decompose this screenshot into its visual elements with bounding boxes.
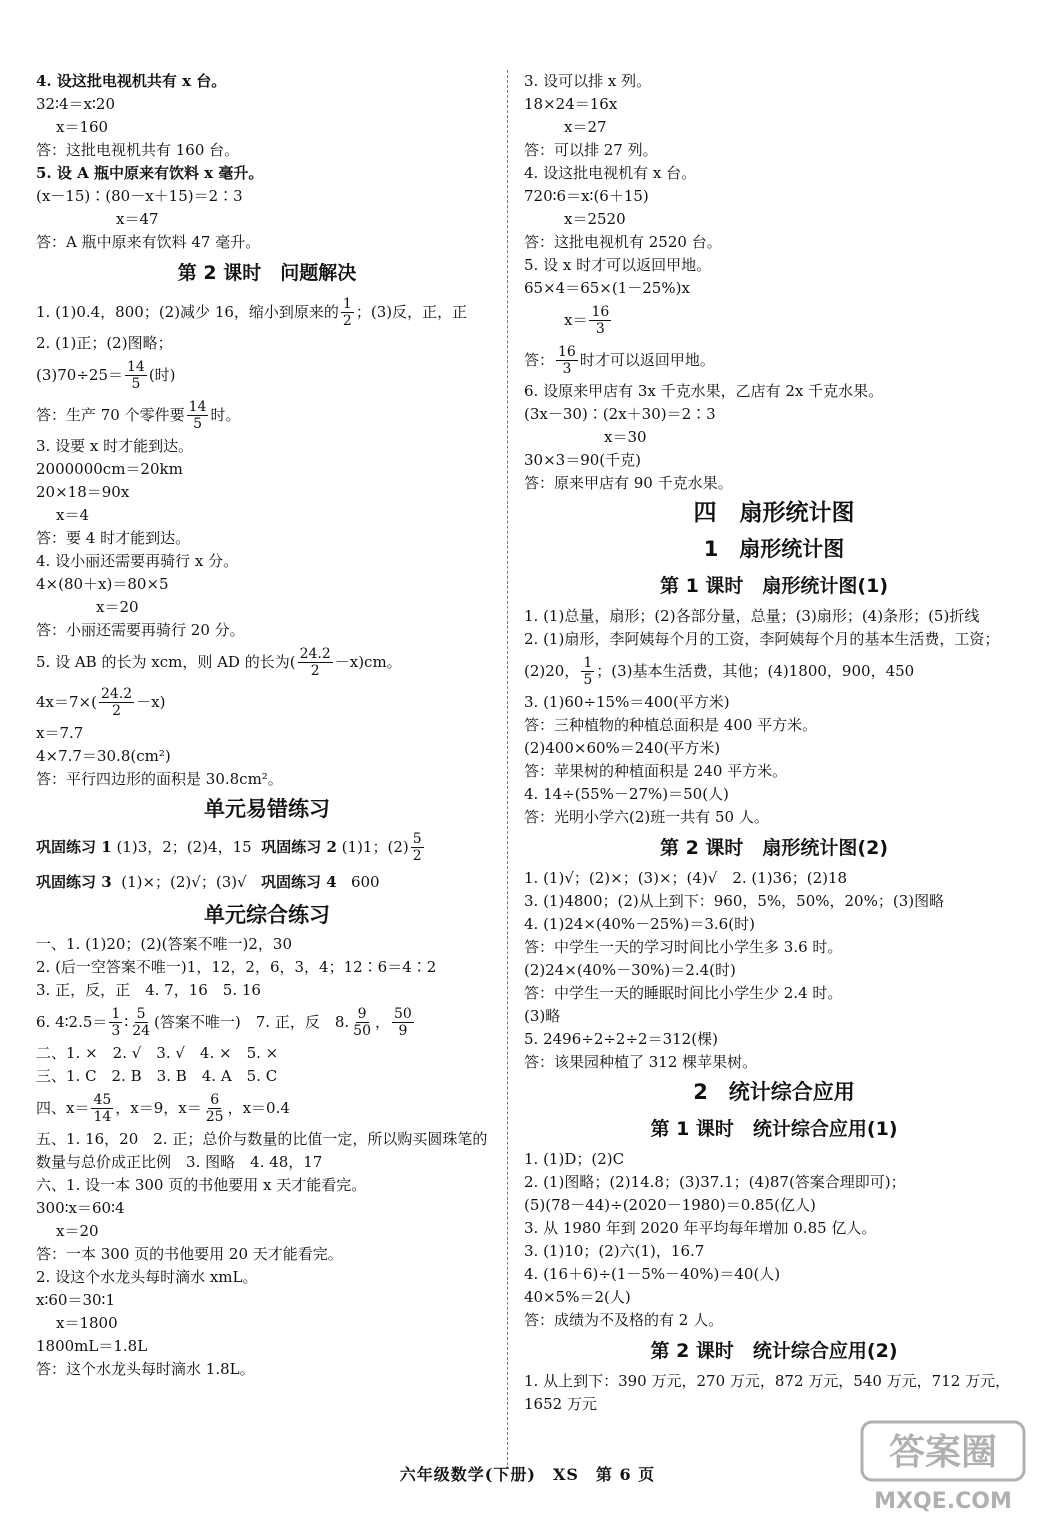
text-fragment: (1)1；(2): [341, 838, 409, 856]
text-line: 1. (1)总量，扇形；(2)各部分量，总量；(3)扇形；(4)条形；(5)折线: [524, 607, 980, 625]
answer-line: 答：这批电视机有 2520 台。: [524, 233, 722, 251]
text-fragment: 5. 设 AB 的长为 xcm，则 AD 的长为(: [36, 653, 296, 671]
fraction: [341, 296, 354, 329]
answer-line: 答：原来甲店有 90 千克水果。: [524, 474, 733, 492]
text-line: 2. (1)扇形，李阿姨每个月的工资，李阿姨每个月的基本生活费，工资；: [524, 630, 1000, 648]
answer-line: 答：这个水龙头每时滴水 1.8L。: [36, 1360, 255, 1378]
text-line: 5. 设 x 时才可以返回甲地。: [524, 256, 712, 274]
fraction: [298, 646, 333, 679]
text-line: 二、1. × 2. √ 3. √ 4. × 5. ×: [36, 1044, 279, 1062]
text-line: [36, 1088, 498, 1128]
fraction-numerator: 50: [394, 1005, 412, 1022]
answer-line: [524, 340, 1024, 380]
chapter-heading: 四 扇形统计图: [693, 500, 855, 526]
fraction: [204, 1092, 226, 1125]
fraction: [411, 831, 424, 864]
text-line: 1. (1)D；(2)C: [524, 1150, 625, 1168]
equation-line: x＝7.7: [36, 724, 84, 742]
column-divider: [507, 70, 508, 1465]
text-fragment: ，x＝9，x＝: [115, 1099, 202, 1117]
text-line: 六、1. 设一本 300 页的书他要用 x 天才能看完。: [36, 1176, 367, 1194]
text-fragment: －x)cm。: [334, 653, 402, 671]
text-line: [36, 292, 498, 332]
fraction-numerator: 6: [210, 1091, 220, 1108]
answer-line: 3. 从 1980 年到 2020 年平均每年增加 0.85 亿人。: [524, 1219, 877, 1237]
text-line: [36, 642, 498, 682]
equation-line: 300∶x＝60∶4: [36, 1199, 125, 1217]
fraction: [99, 686, 134, 719]
fraction-denominator: 2: [310, 662, 320, 679]
answer-line: [36, 395, 498, 435]
equation-line: 4×(80＋x)＝80×5: [36, 575, 169, 593]
fraction-denominator: 3: [111, 1022, 121, 1039]
text-line: 3. 正，反，正 4. 7，16 5. 16: [36, 981, 261, 999]
lesson-heading: 第 1 课时 统计综合应用(1): [650, 1118, 898, 1140]
right-column: [524, 70, 1024, 1416]
text-fragment: 4x＝7×(: [36, 693, 97, 711]
answer-line: 答：平行四边形的面积是 30.8cm²。: [36, 770, 283, 788]
lesson-heading: 第 2 课时 扇形统计图(2): [659, 837, 889, 859]
equation-line: x∶60＝30∶1: [36, 1291, 115, 1309]
fraction-denominator: 2: [342, 312, 352, 329]
answer-line: 答：三种植物的种植总面积是 400 平方米。: [524, 716, 818, 734]
text-fragment: (2)20，: [524, 662, 580, 680]
text-line: 2. 设这个水龙头每时滴水 xmL。: [36, 1268, 258, 1286]
text-fragment: 600: [350, 873, 380, 891]
fraction-numerator: 45: [93, 1091, 112, 1108]
text-line: 数量与总价成正比例 3. 图略 4. 48，17: [36, 1153, 323, 1171]
answer-line: 答：该果园种植了 312 棵苹果树。: [524, 1053, 758, 1071]
text-fragment: ；(3)反，正，正: [355, 303, 468, 321]
text-line: 3. 设可以排 x 列。: [524, 72, 652, 90]
text-fragment: ∶: [124, 1013, 129, 1031]
fraction-denominator: 5: [131, 375, 141, 392]
equation-line: x＝160: [56, 118, 109, 136]
left-column: [36, 70, 498, 1381]
text-fragment: (时): [148, 366, 176, 384]
text-line: 4. 设这批电视机共有 x 台。: [36, 72, 227, 90]
equation-line: 30×3＝90(千克): [524, 451, 641, 469]
fraction-numerator: 1: [583, 654, 593, 671]
text-fragment: 四、x＝: [36, 1099, 90, 1117]
fraction: [589, 304, 611, 337]
equation-line: x＝20: [56, 1222, 99, 1240]
answer-line: 答：光明小学六(2)班一共有 50 人。: [524, 808, 769, 826]
answer-line: 答：A 瓶中原来有饮料 47 毫升。: [36, 233, 261, 251]
text-fragment: －x): [136, 693, 166, 711]
text-line: 3. 设要 x 时才能到达。: [36, 437, 194, 455]
watermark-bottom-text: MXQE.COM: [874, 1489, 1012, 1514]
answer-line: 答：成绩为不及格的有 2 人。: [524, 1311, 724, 1329]
equation-line: [36, 682, 498, 722]
text-fragment: (1)×；(2)√；(3)√: [121, 873, 247, 891]
text-fragment: ，: [374, 1013, 390, 1031]
lesson-heading: 第 2 课时 统计综合应用(2): [650, 1340, 898, 1362]
equation-line: x＝27: [564, 118, 607, 136]
text-line: 1652 万元: [524, 1395, 597, 1413]
fraction-numerator: 16: [558, 343, 576, 360]
text-fragment: 1. (1)0.4，800；(2)减少 16，缩小到原来的: [36, 303, 339, 321]
exercise-label: 巩固练习 3: [36, 873, 112, 891]
text-line: 2. (1)正；(2)图略；: [36, 334, 173, 352]
text-fragment: 时才可以返回甲地。: [579, 351, 715, 369]
text-fragment: 答：生产 70 个零件要: [36, 406, 185, 424]
equation-line: x＝30: [604, 428, 647, 446]
fraction-numerator: 1: [342, 295, 352, 312]
fraction-denominator: 14: [93, 1108, 112, 1125]
equation-line: 40×5%＝2(人): [524, 1288, 631, 1306]
equation-line: 18×24＝16x: [524, 95, 618, 113]
fraction: [187, 399, 209, 432]
text-line: 3. (1)4800；(2)从上到下：960，5%，50%，20%；(3)图略: [524, 892, 945, 910]
answer-line: 答：中学生一天的睡眠时间比小学生少 2.4 时。: [524, 984, 843, 1002]
answer-line: 答：一本 300 页的书他要用 20 天才能看完。: [36, 1245, 343, 1263]
equation-line: (2)400×60%＝240(平方米): [524, 739, 721, 757]
text-fragment: 6. 4∶2.5＝: [36, 1013, 108, 1031]
text-line: 4. 设这批电视机有 x 台。: [524, 164, 697, 182]
answer-line: 答：这批电视机共有 160 台。: [36, 141, 240, 159]
equation-line: 2000000cm＝20km: [36, 460, 183, 478]
fraction-numerator: 24.2: [299, 645, 331, 662]
equation-line: x＝47: [116, 210, 159, 228]
equation-line: 5. 2496÷2÷2÷2＝312(棵): [524, 1030, 718, 1048]
text-fragment: (答案不唯一) 7. 正，反 8.: [154, 1013, 350, 1031]
fraction-denominator: 2: [112, 702, 122, 719]
fraction-numerator: 16: [591, 303, 610, 320]
fraction: [109, 1006, 122, 1039]
equation-line: 4. (1)24×(40%－25%)＝3.6(时): [524, 915, 755, 933]
unit-heading: 2 统计综合应用: [693, 1080, 855, 1104]
fraction-denominator: 50: [353, 1022, 371, 1039]
equation-line: 32∶4＝x∶20: [36, 95, 115, 113]
exercise-label: 巩固练习 4: [260, 873, 337, 891]
fraction: [556, 344, 578, 377]
fraction: [125, 359, 147, 392]
text-line: 6. 设原来甲店有 3x 千克水果，乙店有 2x 千克水果。: [524, 382, 884, 400]
text-fragment: 时。: [210, 406, 241, 424]
fraction-denominator: 25: [205, 1108, 224, 1125]
fraction-numerator: 14: [188, 398, 207, 415]
text-line: (3)略: [524, 1007, 561, 1025]
fraction-numerator: 14: [127, 358, 145, 375]
text-line: 3. (1)10；(2)六(1)，16.7: [524, 1242, 705, 1260]
equation-line: (5)(78－44)÷(2020－1980)＝0.85(亿人): [524, 1196, 816, 1214]
fraction-denominator: 24: [132, 1022, 151, 1039]
text-fragment: ；(3)基本生活费，其他；(4)1800，900，450: [596, 662, 915, 680]
fraction-numerator: 9: [357, 1005, 367, 1022]
exercise-line: [36, 867, 498, 897]
text-fragment: 答：: [524, 351, 555, 369]
text-line: 1. (1)√；(2)×；(3)×；(4)√ 2. (1)36；(2)18: [524, 869, 848, 887]
text-line: 五、1. 16，20 2. 正；总价与数量的比值一定，所以购买圆珠笔的: [36, 1130, 488, 1148]
equation-line: (3x－30)∶(2x＋30)＝2∶3: [524, 405, 716, 423]
answer-line: 答：苹果树的种植面积是 240 平方米。: [524, 762, 788, 780]
equation-line: 1800mL＝1.8L: [36, 1337, 148, 1355]
equation-line: 20×18＝90x: [36, 483, 130, 501]
text-line: 1. 从上到下：390 万元，270 万元，872 万元，540 万元，712 万元，: [524, 1372, 1011, 1390]
fraction-denominator: 3: [595, 320, 605, 337]
equation-line: x＝20: [96, 598, 139, 616]
answer-line: 答：可以排 27 列。: [524, 141, 658, 159]
text-fragment: (3)70÷25＝: [36, 366, 123, 384]
exercise-line: [36, 827, 498, 867]
watermark-logo: [858, 1418, 1028, 1518]
exercise-label: 巩固练习 1: [36, 838, 112, 856]
text-line: [524, 651, 1024, 691]
lesson-heading: 第 1 课时 扇形统计图(1): [659, 575, 889, 597]
equation-line: [36, 355, 498, 395]
answer-line: 答：小丽还需要再骑行 20 分。: [36, 621, 245, 639]
equation-line: x＝4: [56, 506, 90, 524]
fraction: [91, 1092, 113, 1125]
text-line: 2. (1)图略；(2)14.8；(3)37.1；(4)87(答案合理即可)；: [524, 1173, 906, 1191]
fraction: [351, 1006, 373, 1039]
equation-line: 4×7.7＝30.8(cm²): [36, 747, 171, 765]
equation-line: 4. 14÷(55%－27%)＝50(人): [524, 785, 729, 803]
answer-line: 答：要 4 时才能到达。: [36, 529, 191, 547]
fraction: [581, 655, 594, 688]
text-fragment: (1)3，2；(2)4，15: [116, 838, 252, 856]
equation-line: (x－15)∶(80－x＋15)＝2∶3: [36, 187, 243, 205]
equation-line: 4. (16＋6)÷(1－5%－40%)＝40(人): [524, 1265, 781, 1283]
text-fragment: ，x＝0.4: [227, 1099, 290, 1117]
text-line: 一、1. (1)20；(2)(答案不唯一)2，30: [36, 935, 292, 953]
fraction-numerator: 24.2: [100, 685, 133, 702]
fraction-denominator: 3: [562, 360, 572, 377]
fraction-numerator: 5: [136, 1005, 146, 1022]
equation-line: x＝2520: [564, 210, 626, 228]
equation-line: 3. (1)60÷15%＝400(平方米): [524, 693, 730, 711]
text-line: 5. 设 A 瓶中原来有饮料 x 毫升。: [36, 164, 264, 182]
fraction-denominator: 5: [583, 671, 593, 688]
fraction: [392, 1006, 414, 1039]
equation-line: [524, 300, 1024, 340]
fraction: [130, 1006, 152, 1039]
lesson-heading: 第 2 课时 问题解决: [177, 262, 357, 284]
text-line: 4. 设小丽还需要再骑行 x 分。: [36, 552, 239, 570]
unit-heading: 1 扇形统计图: [703, 537, 845, 561]
fraction-numerator: 1: [111, 1005, 121, 1022]
fraction-denominator: 2: [412, 847, 422, 864]
section-heading: 单元综合练习: [204, 903, 330, 927]
text-line: 三、1. C 2. B 3. B 4. A 5. C: [36, 1067, 278, 1085]
fraction-numerator: 5: [412, 830, 422, 847]
section-heading: 单元易错练习: [204, 797, 330, 821]
text-line: 2. (后一空答案不唯一)1，12，2，6，3，4；12∶6＝4∶2: [36, 958, 437, 976]
text-fragment: x＝: [564, 311, 588, 329]
fraction-denominator: 9: [398, 1022, 408, 1039]
equation-line: 720∶6＝x∶(6＋15): [524, 187, 649, 205]
equation-line: x＝1800: [56, 1314, 118, 1332]
text-line: [36, 1002, 498, 1042]
answer-line: 答：中学生一天的学习时间比小学生多 3.6 时。: [524, 938, 843, 956]
watermark-top-text: 答案圈: [888, 1432, 998, 1473]
page-footer: 六年级数学(下册) XS 第 6 页: [399, 1465, 656, 1484]
exercise-label: 巩固练习 2: [261, 838, 337, 856]
fraction-denominator: 5: [193, 415, 202, 432]
equation-line: 65×4＝65×(1－25%)x: [524, 279, 690, 297]
equation-line: (2)24×(40%－30%)＝2.4(时): [524, 961, 736, 979]
